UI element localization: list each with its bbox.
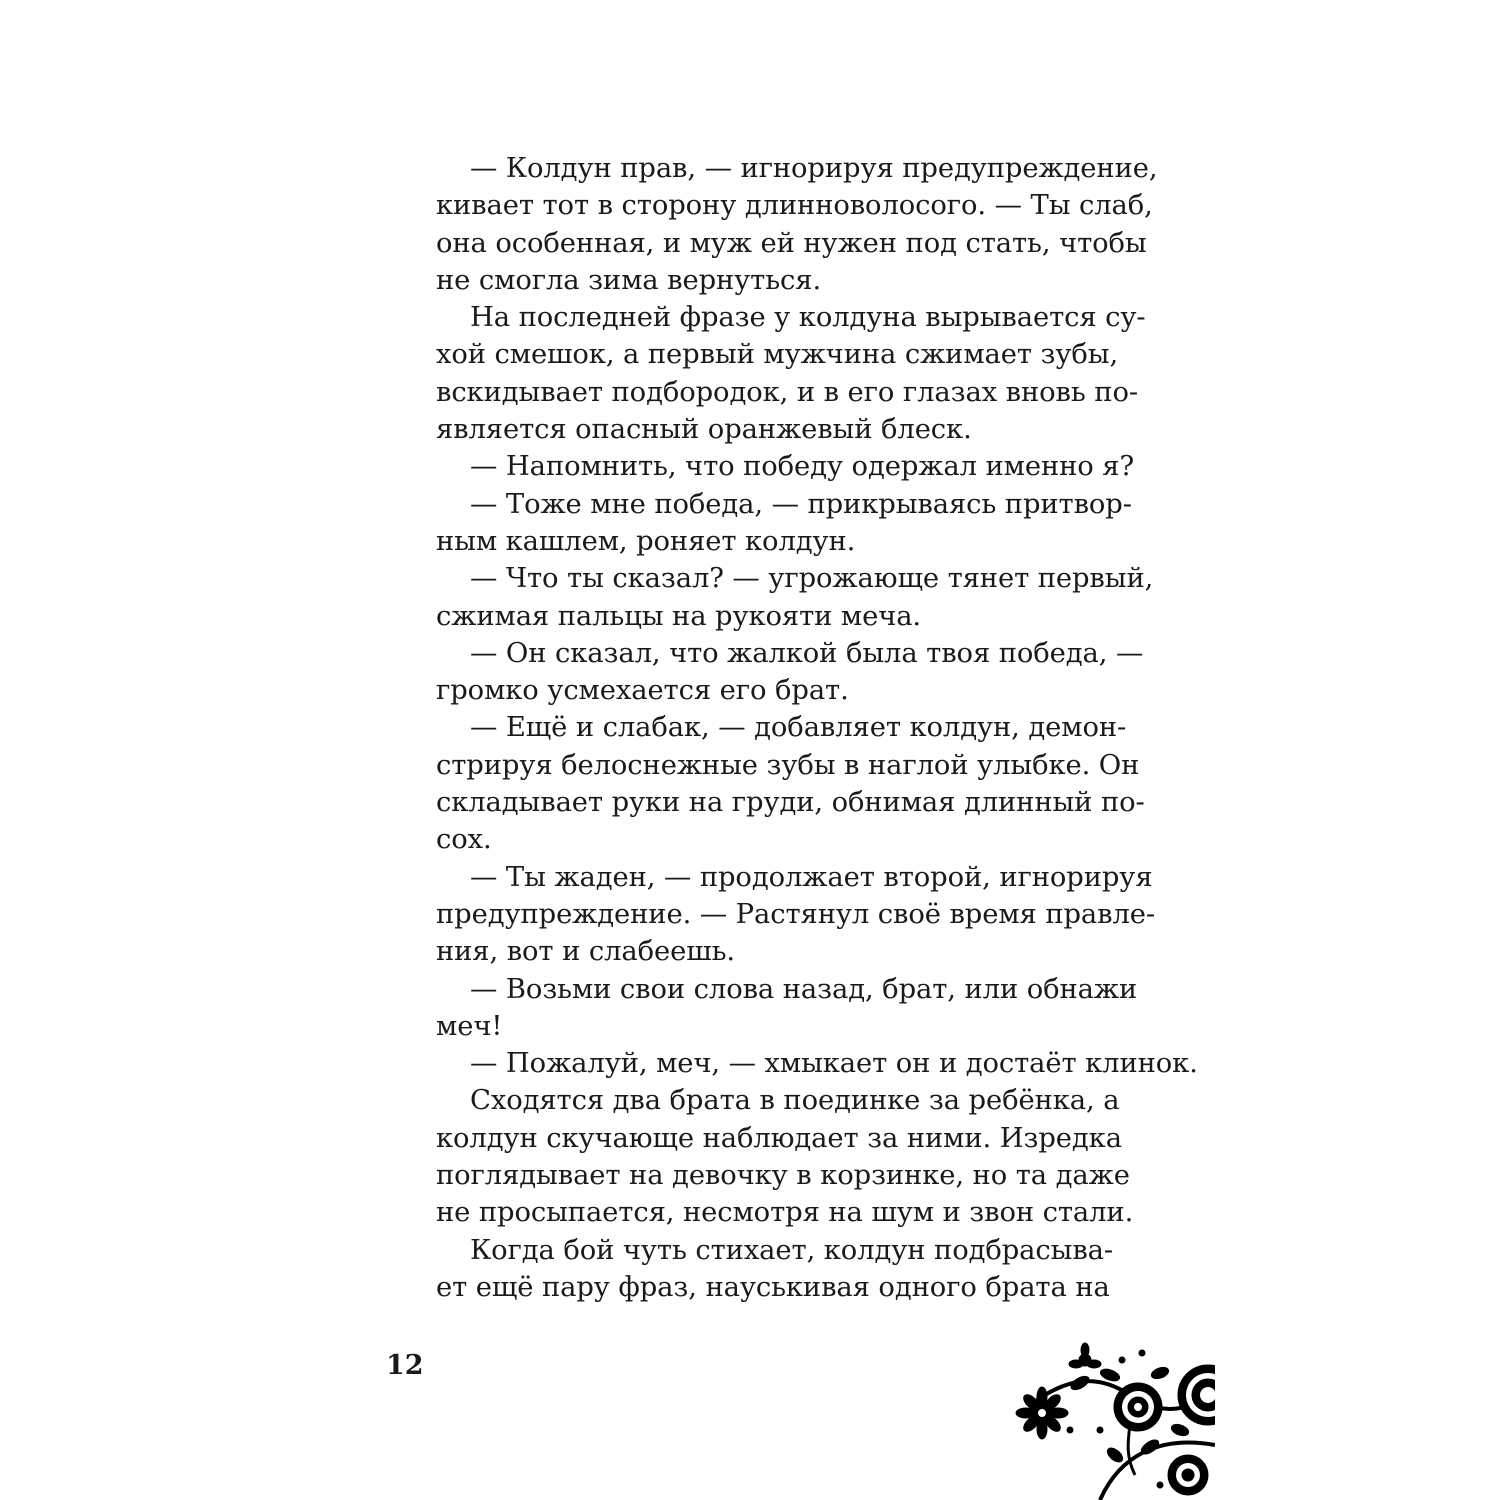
text-line: — Колдун прав, — игнорируя предупреждение, (470, 153, 1158, 184)
text-line: — Тоже мне победа, — прикрываясь притвор- (470, 488, 1132, 520)
text-line: она особенная, и муж ей нужен под стать, чтобы (436, 227, 1147, 259)
body-text (436, 150, 1198, 1306)
text-line: сжимая пальцы на рукояти меча. (436, 600, 922, 632)
text-line: — Возьми свои слова назад, брат, или обнажи (470, 973, 1138, 1005)
text-line: кивает тот в сторону длинноволосого. — Ты слаб, (436, 190, 1153, 222)
text-line: ния, вот и слабеешь. (436, 936, 736, 968)
text-line: складывает руки на груди, обнимая длинный по- (436, 787, 1145, 819)
text-line: ет ещё пару фраз, науськивая одного брата на (436, 1271, 1110, 1303)
text-line: — Он сказал, что жалкой была твоя победа, — (470, 637, 1144, 669)
text-line: — Ты жаден, — продолжает второй, игнорируя (470, 861, 1153, 893)
text-line: Сходятся два брата в поединке за ребёнка, а (470, 1085, 1120, 1117)
text-line: поглядывает на девочку в корзинке, но та даже (436, 1160, 1130, 1192)
text-line: стрируя белоснежные зубы в наглой улыбке. Он (436, 749, 1140, 781)
text-line: сох. (436, 824, 492, 856)
floral-ornament-icon (1010, 1335, 1215, 1500)
text-line: вскидывает подбородок, и в его глазах вновь по- (436, 376, 1138, 408)
text-line: меч! (436, 1010, 503, 1042)
text-line: громко усмехается его брат. (436, 675, 849, 707)
text-line: не просыпается, несмотря на шум и звон стали. (436, 1197, 1134, 1229)
page-number: 12 (386, 1350, 424, 1381)
text-line: На последней фразе у колдуна вырывается су- (470, 302, 1146, 334)
text-line: — Что ты сказал? — угрожающе тянет первый, (470, 563, 1154, 595)
text-line: предупреждение. — Растянул своё время правле- (436, 898, 1156, 930)
text-line: Когда бой чуть стихает, колдун подбрасыва- (470, 1234, 1114, 1266)
text-line: ным кашлем, роняет колдун. (436, 525, 856, 557)
text-line: колдун скучающе наблюдает за ними. Изредка (436, 1122, 1122, 1154)
text-line: — Ещё и слабак, — добавляет колдун, демон- (470, 712, 1127, 744)
text-line: — Пожалуй, меч, — хмыкает он и достаёт клинок. (470, 1048, 1198, 1080)
text-line: не смогла зима вернуться. (436, 264, 822, 296)
text-line: — Напомнить, что победу одержал именно я? (470, 451, 1135, 483)
text-line: хой смешок, а первый мужчина сжимает зубы, (436, 339, 1119, 371)
text-line: является опасный оранжевый блеск. (436, 414, 972, 446)
